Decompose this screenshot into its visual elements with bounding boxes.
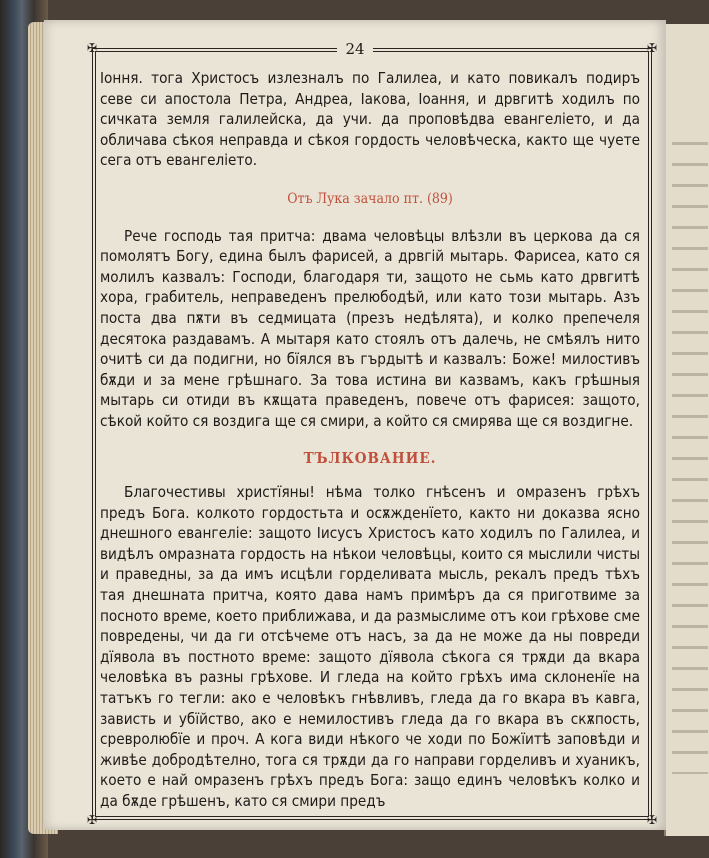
sermon-paragraph: Благочестивы христїяны! нѣма толко гнѣсенъ и омразенъ грѣхъ предъ Бога. колкото гордостьта и осѫжденїето, както ни доказва ясно днешного евангеліе: защото Іисусъ Христосъ като ходилъ по Галилеа, и видѣлъ омразната гордость на нѣкои человѣцы, които ся мыслили чисты и праведны, за да имъ исцѣли горделивата мысль, рекалъ предъ тѣхъ тая днешната притча, която дава намъ примѣръ да ся приготвиме за посното време, което приближава, и да размыслиме отъ кои грѣхове сме повредены, чи да ги отсѣчеме отъ насъ, за да не може да ны повреди дїявола въ постното време: защото дїявола сѣкога ся трѫди да вкара человѣка въ разны грѣхове. И гледа на който грѣхъ има склоненїе на татъкъ го тегли: ако е человѣкъ гнѣвливъ, гледа да го вкара въ кавга, зависть и убїйство, ако е немилостивъ гледа да го вкара въ скѫпость, сревролюбїе и проч. А кога види нѣкого че ходи по Божїитѣ заповѣди и живѣе добродѣтелно, тога ся трѫди да го направи горделивъ и хуаникъ, което е най омразенъ грѣхъ предъ Бога: защо единъ человѣкъ колко и да бѫде грѣшенъ, като ся смири предъ — [100, 483, 640, 810]
interpretation-heading: ТЪЛКОВАНИЕ. — [303, 448, 437, 467]
page-body — [100, 68, 640, 812]
page-number: 24 — [44, 40, 666, 58]
corner-ornament-icon: ✠ — [646, 813, 658, 827]
corner-ornament-icon: ✠ — [646, 41, 658, 55]
book-page — [44, 20, 666, 830]
intro-paragraph: Іоння. тога Христосъ излезналъ по Галилеа, и като повикалъ подиръ севе си апостола Петра, Андреа, Іакова, Іоання, и дрвгитѣ ходилъ по сичката земля галилейска, да учи. да проповѣдва евангеліето, и да обличава сѣкоя неправда и сѣкоя гордость человѣческа, както ще чуете сега отъ евангеліето. — [100, 69, 640, 170]
corner-ornament-icon: ✠ — [86, 41, 98, 55]
facing-page — [664, 24, 709, 836]
bleed-through-text — [672, 124, 708, 774]
corner-ornament-icon: ✠ — [86, 813, 98, 827]
reading-title: Отъ Лука зачало пт. (89) — [287, 190, 453, 207]
parable-paragraph: Рече господь тая притча: двама человѣцы влѣзли въ церкова да ся помолятъ Богу, едина былъ фарисей, а дрвгій мытарь. Фарисеа, като ся молилъ казвалъ: Господи, благодаря ти, защото не сьмь като дрвгитѣ хора, грабитель, неправеденъ прелюбодѣй, или като този мытарь. Азъ поста два пѫти въ седмицата (презъ недѣлята), и колко препечеля десятока раздавамъ. А мытаря като стоялъ отъ далечь, не смѣялъ нито очитѣ си да подигни, но бїялся въ гърдытѣ и казвалъ: Боже! милостивъ бѫди и за мене грѣшнаго. За това истина ви казвамъ, какъ грѣшныя мытарь си отиди въ кѫщата праведенъ, повече отъ фарисея: защото, сѣкой който ся воздига ще ся смири, а който ся смирява ще ся воздигне. — [100, 226, 640, 430]
